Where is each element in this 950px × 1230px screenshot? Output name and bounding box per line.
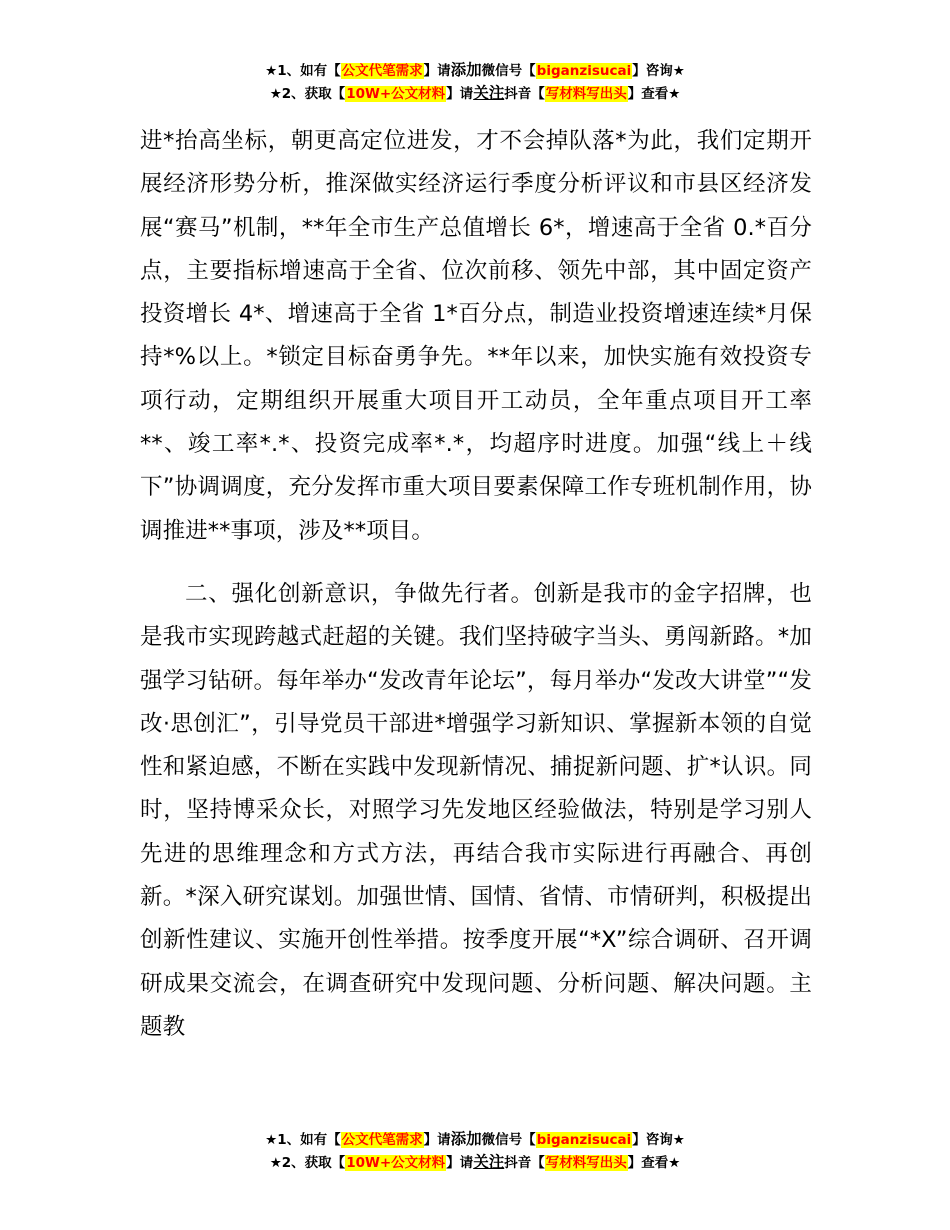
footer-banner-line-1 <box>0 1128 950 1151</box>
banner-text: 抖音【 <box>504 86 545 102</box>
banner-emphasis: 关注 <box>473 1153 505 1171</box>
banner-text: 】查看★ <box>627 86 681 102</box>
highlight-wechat-id: biganzisucai <box>536 63 632 79</box>
banner-text: 微信号【 <box>481 1132 536 1148</box>
banner-text: 抖音【 <box>504 1155 545 1171</box>
banner-text: 】请 <box>446 86 474 102</box>
footer-banner-line-2 <box>0 1151 950 1174</box>
banner-text: 】咨询★ <box>632 1132 685 1148</box>
banner-emphasis: 添加 <box>450 1130 482 1148</box>
banner-text: 微信号【 <box>481 63 536 79</box>
highlight-materials: 10W+公文材料 <box>346 1155 446 1171</box>
highlight-service: 公文代笔需求 <box>341 1132 423 1148</box>
header-banner-line-1 <box>0 59 950 82</box>
banner-text: 】请 <box>423 1132 451 1148</box>
highlight-douyin-account: 写材料写出头 <box>545 1155 627 1171</box>
highlight-douyin-account: 写材料写出头 <box>545 86 627 102</box>
body-paragraph-1: 进*抬高坐标，朝更高定位进发，才不会掉队落*为此，我们定期开展经济形势分析，推深做实经济运行季度分析评议和市县区经济发展“赛马”机制，**年全市生产总值增长 6*，增速高于全省 0.*百分点，主要指标增速高于全省、位次前移、领先中部，其中固定资产投资增长 4*、增速高于全省 1*百分点，制造业投资增速连续*月保持*%以上。*锁定目标奋勇争先。**年以来，加快实施有效投资专项行动，定期组织开展重大项目开工动员，全年重点项目开工率**、竣工率*.*、投资完成率*.*，均超序时进度。加强“线上＋线下”协调调度，充分发挥市重大项目要素保障工作专班机制作用，协调推进**事项，涉及**项目。 <box>140 128 812 544</box>
banner-text: 】请 <box>423 63 451 79</box>
banner-text: 】咨询★ <box>632 63 685 79</box>
header-banner <box>0 59 950 105</box>
banner-text: 】查看★ <box>627 1155 681 1171</box>
highlight-wechat-id: biganzisucai <box>536 1132 632 1148</box>
highlight-service: 公文代笔需求 <box>341 63 423 79</box>
highlight-materials: 10W+公文材料 <box>346 86 446 102</box>
footer-banner <box>0 1128 950 1174</box>
banner-text: 】请 <box>446 1155 474 1171</box>
banner-emphasis: 添加 <box>450 61 482 79</box>
banner-emphasis: 关注 <box>473 84 505 102</box>
document-body <box>140 120 812 1049</box>
banner-text: ★1、如有【 <box>265 1132 341 1148</box>
header-banner-line-2 <box>0 82 950 105</box>
banner-text: ★1、如有【 <box>265 63 341 79</box>
banner-text: ★2、获取【 <box>269 86 346 102</box>
body-paragraph-2: 二、强化创新意识，争做先行者。创新是我市的金字招牌，也是我市实现跨越式赶超的关键。我们坚持破字当头、勇闯新路。*加强学习钻研。每年举办“发改青年论坛”，每月举办“发改大讲堂”“发改·思创汇”，引导党员干部进*增强学习新知识、掌握新本领的自觉性和紧迫感，不断在实践中发现新情况、捕捉新问题、扩*认识。同时，坚持博采众长，对照学习先发地区经验做法，特别是学习别人先进的思维理念和方式方法，再结合我市实际进行再融合、再创新。*深入研究谋划。加强世情、国情、省情、市情研判，积极提出创新性建议、实施开创性举措。按季度开展“*X”综合调研、召开调研成果交流会，在调查研究中发现问题、分析问题、解决问题。主题教 <box>140 580 812 1040</box>
banner-text: ★2、获取【 <box>269 1155 346 1171</box>
